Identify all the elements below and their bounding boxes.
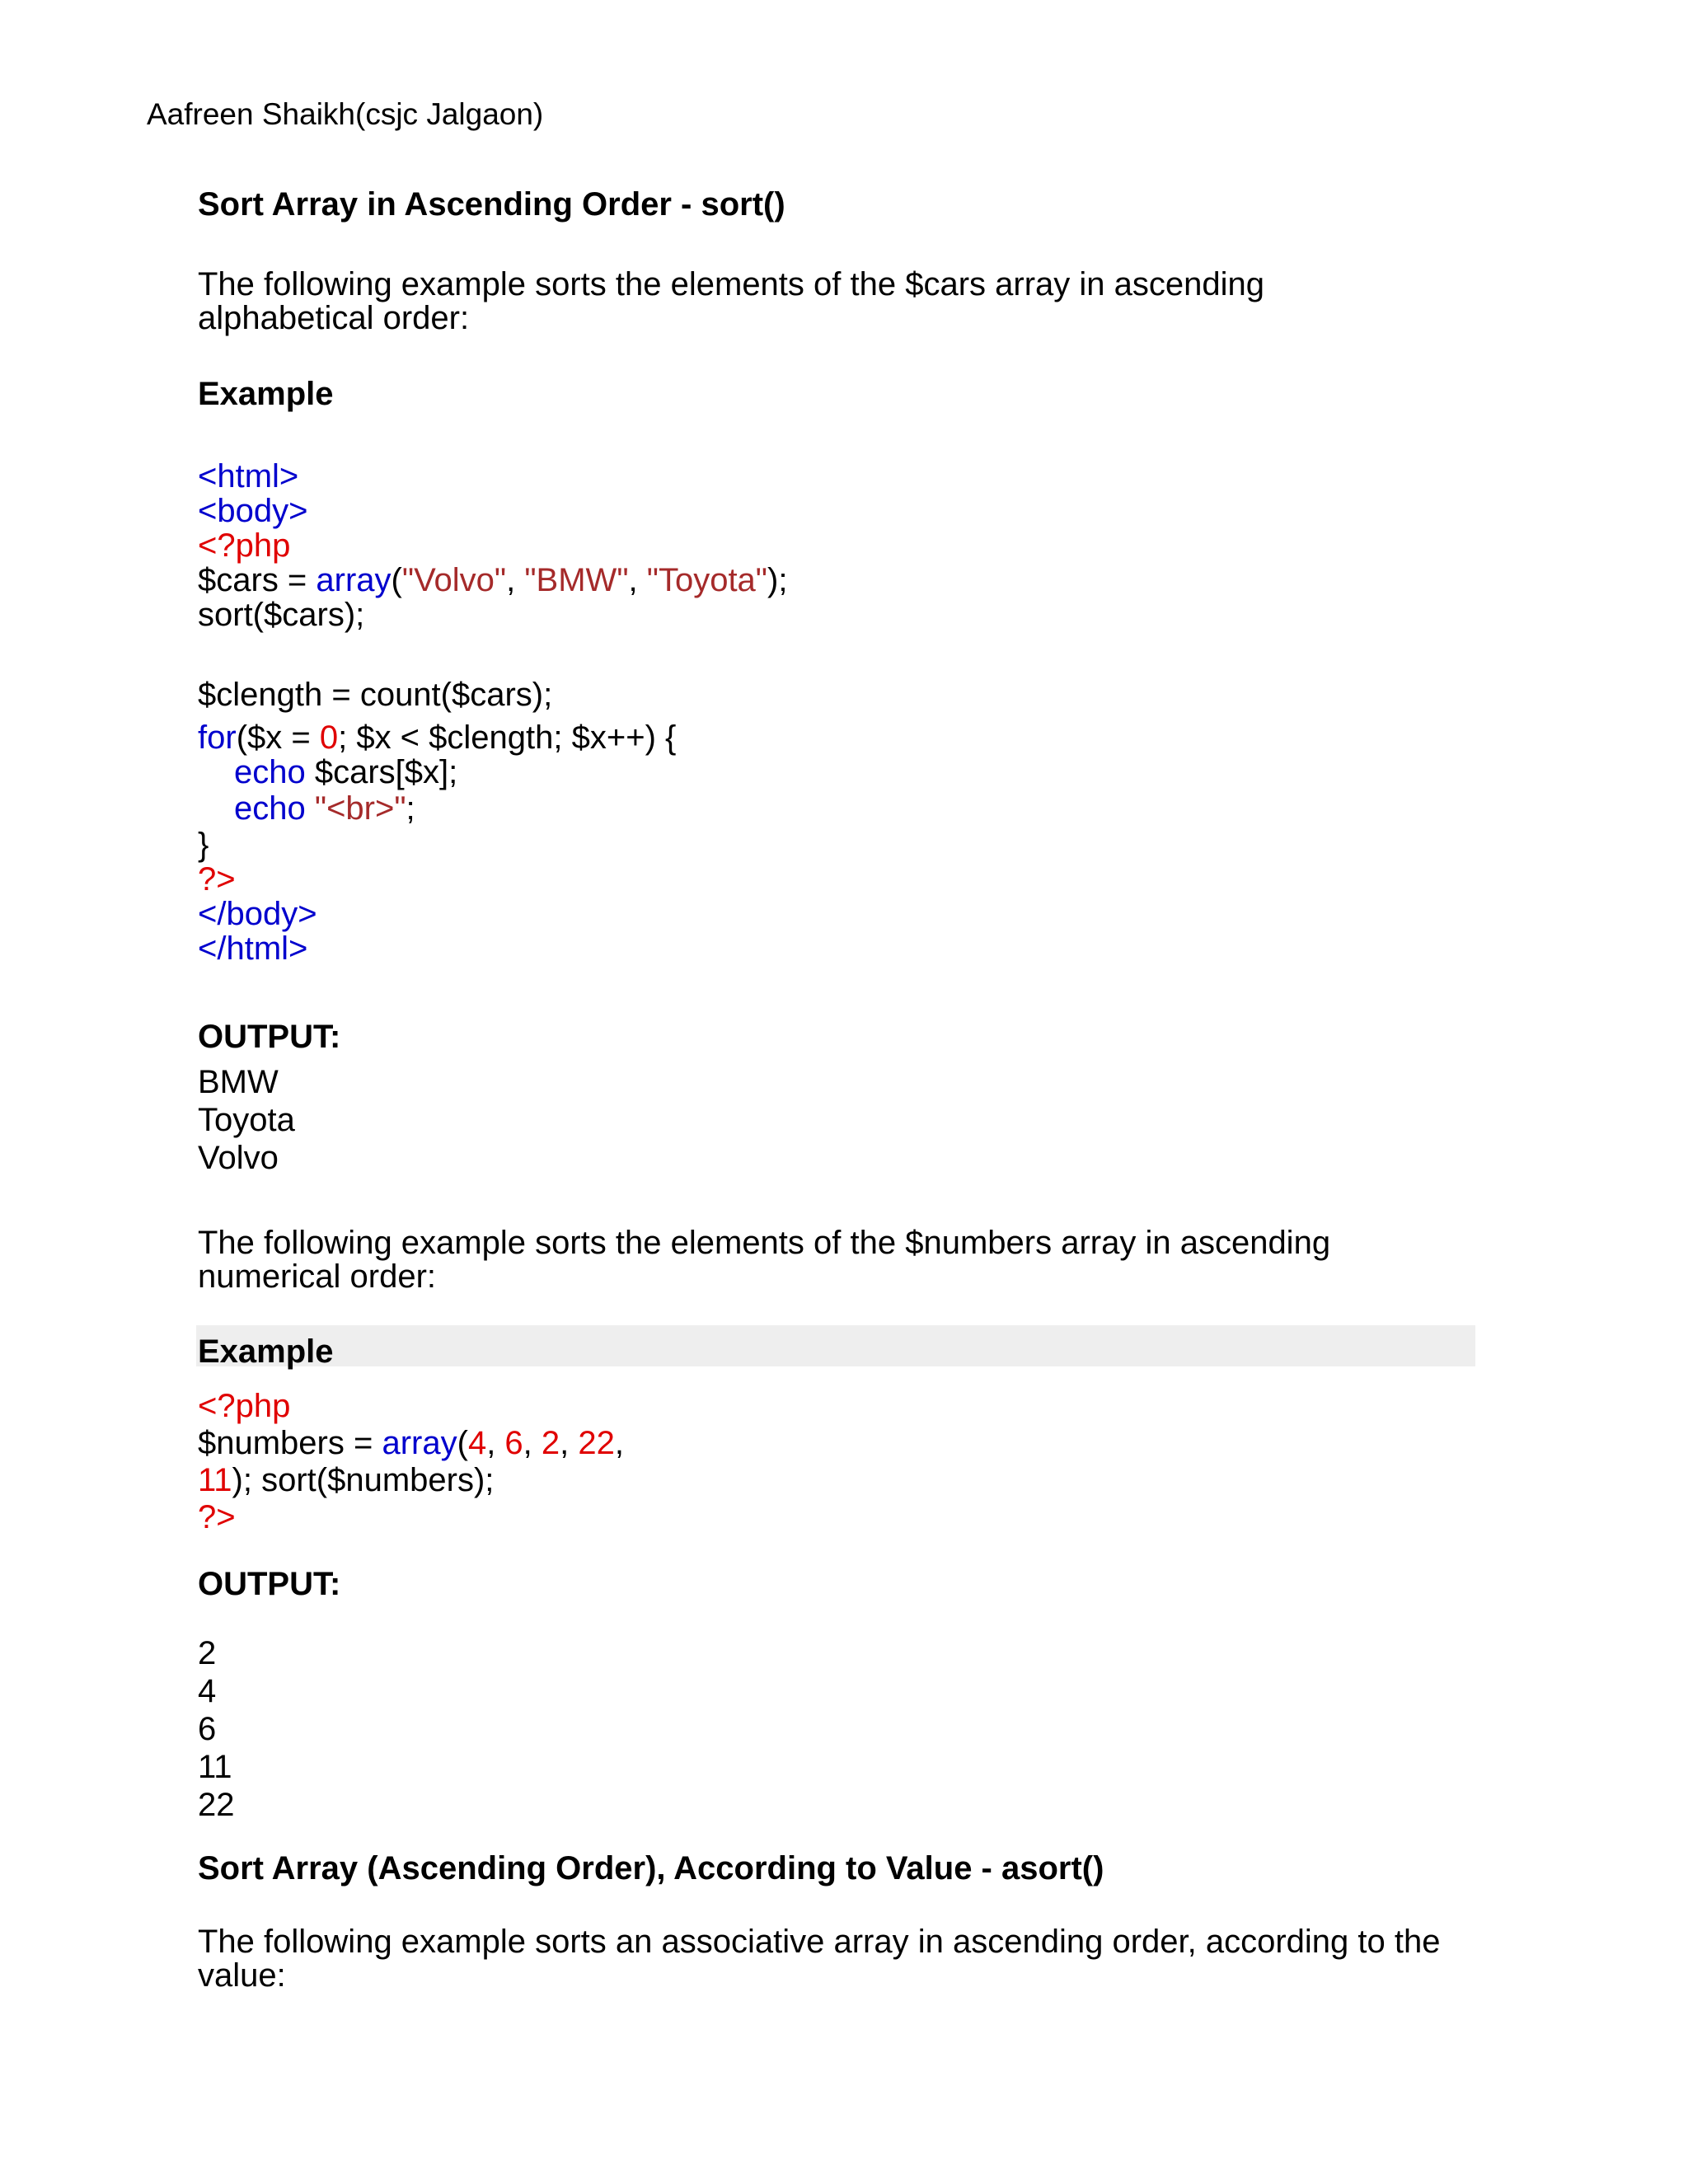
desc-line: numerical order: (198, 1258, 437, 1295)
example-header-band (196, 1325, 1475, 1366)
code-token: 6 (504, 1425, 523, 1461)
code-token: 22 (578, 1425, 615, 1461)
code-line: <?php (198, 527, 291, 564)
code-line (198, 791, 676, 826)
code-line (198, 755, 676, 790)
output-item: 2 (198, 1635, 217, 1671)
code-token: array (382, 1425, 457, 1461)
code-token: 0 (319, 719, 339, 756)
code-token: , (523, 1425, 542, 1461)
code-token: , (614, 1425, 625, 1461)
output-item: Toyota (198, 1102, 295, 1138)
code-line: ?> (198, 1499, 236, 1535)
code-block-cars-loop (198, 677, 676, 966)
output-item: Volvo (198, 1140, 279, 1176)
code-token: "BMW" (524, 562, 629, 598)
output-list-cars (198, 1063, 295, 1177)
code-line: } (198, 827, 209, 863)
code-block-cars (198, 459, 787, 632)
output-item: 11 (198, 1749, 232, 1785)
code-token: $cars = (198, 562, 316, 598)
code-line: <?php (198, 1388, 291, 1424)
code-token: echo (234, 754, 306, 790)
code-token: ( (391, 562, 402, 598)
code-token: $numbers = (198, 1425, 382, 1461)
code-token: "Toyota" (646, 562, 767, 598)
code-line: $clength = count($cars); (198, 677, 553, 713)
code-token: ( (457, 1425, 468, 1461)
code-token: 2 (541, 1425, 560, 1461)
output-label: OUTPUT: (198, 1566, 341, 1602)
code-token: array (316, 562, 392, 598)
code-token: , (560, 1425, 579, 1461)
code-token: ; $x < $clength; $x++) { (338, 719, 677, 756)
section-title-sort: Sort Array in Ascending Order - sort() (198, 186, 785, 223)
code-line (198, 1462, 624, 1499)
section1-description (198, 268, 1484, 335)
code-line: </body> (198, 896, 317, 932)
section2-description (198, 1226, 1484, 1294)
code-line (198, 1425, 624, 1462)
desc-line: The following example sorts the elements of the $cars array in ascending (198, 266, 1265, 302)
code-token: ); sort($numbers); (232, 1462, 495, 1498)
code-token: ); (767, 562, 788, 598)
code-line: <body> (198, 493, 308, 529)
example-label: Example (198, 376, 334, 412)
output-item: BMW (198, 1064, 279, 1100)
code-line: <html> (198, 458, 299, 494)
code-token: 11 (198, 1462, 232, 1498)
example-label: Example (198, 1333, 334, 1370)
code-token: echo (234, 790, 306, 827)
output-list-numbers (198, 1634, 235, 1824)
output-item: 4 (198, 1673, 217, 1709)
code-token: $cars[$x]; (305, 754, 458, 790)
output-item: 6 (198, 1711, 217, 1747)
desc-line: The following example sorts the elements of the $numbers array in ascending (198, 1225, 1331, 1261)
desc-line: value: (198, 1957, 286, 1994)
code-token: , (506, 562, 525, 598)
output-label: OUTPUT: (198, 1019, 341, 1055)
code-line (198, 563, 787, 598)
page-header: Aafreen Shaikh(csjc Jalgaon) (147, 97, 544, 131)
desc-line: alphabetical order: (198, 300, 470, 336)
output-item: 22 (198, 1787, 235, 1823)
code-token: for (198, 719, 237, 756)
code-token: "Volvo" (401, 562, 507, 598)
code-token: , (628, 562, 647, 598)
section-title-asort: Sort Array (Ascending Order), According to Value - asort() (198, 1850, 1104, 1886)
section3-description (198, 1925, 1484, 1993)
desc-line: The following example sorts an associative array in ascending order, according to the (198, 1924, 1441, 1960)
code-line: </html> (198, 930, 308, 967)
code-line: sort($cars); (198, 597, 365, 633)
code-line: ?> (198, 861, 236, 898)
code-line (198, 720, 676, 755)
code-token: 4 (467, 1425, 487, 1461)
code-token: ; (406, 790, 415, 827)
code-token: "<br>" (305, 790, 406, 827)
code-block-numbers (198, 1388, 624, 1536)
code-token: , (486, 1425, 505, 1461)
code-token: ($x = (236, 719, 320, 756)
